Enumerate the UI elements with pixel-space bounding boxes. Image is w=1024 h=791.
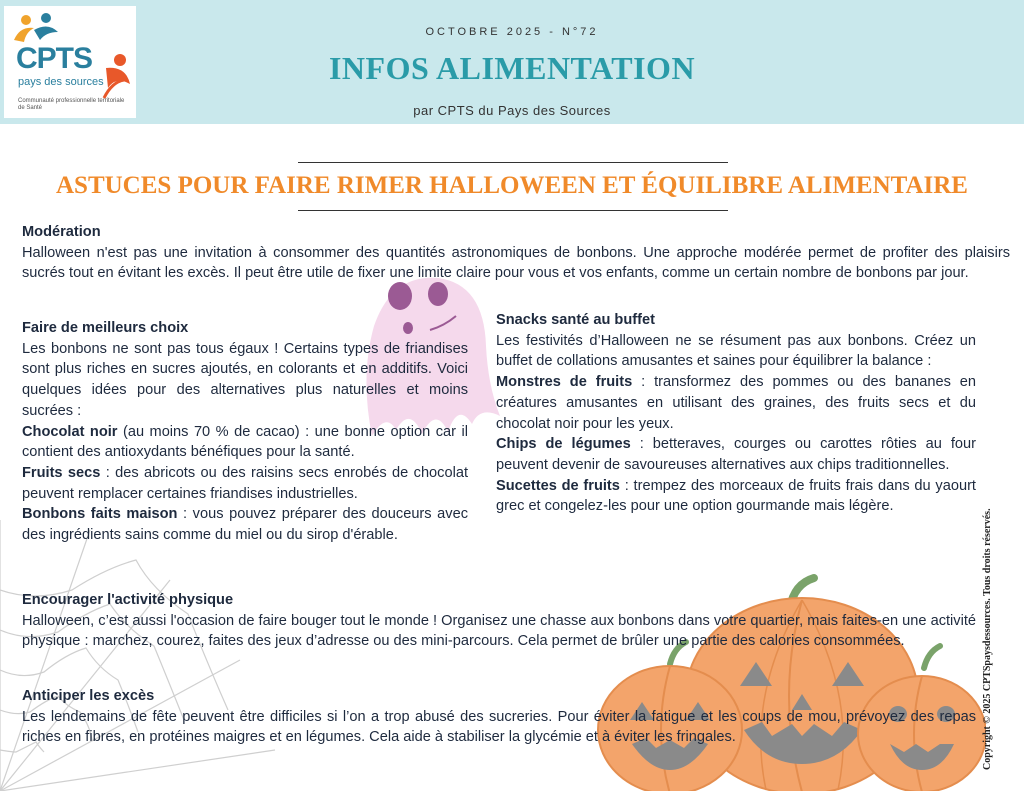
copyright-notice: Copyright © 2025 CPTSpaysdessources. Tous droits réservés. bbox=[982, 508, 993, 770]
choices-item bbox=[22, 422, 468, 463]
choices-intro: Les bonbons ne sont pas tous égaux ! Certains types de friandises sont plus riches en sucres ajoutés, en colorants et en additifs. Voici quelques idées pour des alternatives plus naturelles et moins sucrées : bbox=[22, 340, 468, 419]
excess-heading: Anticiper les excès bbox=[22, 688, 155, 704]
section-activity bbox=[22, 590, 976, 652]
choices-item-term: Bonbons faits maison bbox=[22, 506, 178, 523]
snacks-item bbox=[496, 476, 976, 517]
title-rule-top bbox=[298, 162, 728, 163]
choices-item-text: : vous pouvez préparer des douceurs avec des ingrédients sains comme du miel ou du sirop d'érable. bbox=[22, 506, 468, 544]
excess-body: Les lendemains de fête peuvent être difficiles si l’on a trop abusé des sucreries. Pour éviter la fatigue et les coups de mou, prévoyez des repas riches en fibres, en protéines maigres et en légumes. Cela aide à stabiliser la glycémie et à éviter les fringales. bbox=[22, 708, 976, 746]
logo-tagline: Communauté professionnelle territoriale de Santé bbox=[18, 98, 125, 111]
edition-label: OCTOBRE 2025 - N°72 bbox=[425, 26, 599, 38]
spider-web-icon bbox=[0, 520, 280, 791]
article-title: ASTUCES POUR FAIRE RIMER HALLOWEEN ET ÉQUILIBRE ALIMENTAIRE bbox=[56, 172, 968, 199]
byline: par CPTS du Pays des Sources bbox=[413, 103, 611, 118]
newsletter-header bbox=[0, 0, 1024, 124]
logo-area: pays des sources bbox=[18, 76, 104, 88]
moderation-body: Halloween n'est pas une invitation à consommer des quantités astronomiques de bonbons. Une approche modérée permet de profiter des plaisirs sucrés tout en évitant les excès. Il peut être utile de fixer une limite claire pour vous et vos enfants, comme un certain nombre de bonbons par jour. bbox=[22, 244, 1010, 282]
snacks-item bbox=[496, 372, 976, 434]
snacks-item-text: : trempez des morceaux de fruits frais dans du yaourt grec et congelez-les pour une option gourmande mais légère. bbox=[496, 477, 976, 515]
choices-item-term: Chocolat noir bbox=[22, 423, 118, 440]
moderation-heading: Modération bbox=[22, 224, 101, 240]
snacks-item-term: Monstres de fruits bbox=[496, 374, 633, 391]
newsletter-title: INFOS ALIMENTATION bbox=[328, 50, 696, 86]
snacks-item-term: Chips de légumes bbox=[496, 436, 631, 453]
section-choices bbox=[22, 318, 468, 546]
title-rule-bottom bbox=[298, 210, 728, 211]
snacks-item-text: : transformez des pommes ou des bananes en créatures amusantes en utilisant des graines, des fruits secs et du chocolat noir pour les yeux. bbox=[496, 374, 977, 432]
choices-item-text: : des abricots ou des raisins secs enrobés de chocolat peuvent remplacer certaines friandises industrielles. bbox=[22, 464, 468, 502]
activity-heading: Encourager l'activité physique bbox=[22, 592, 234, 608]
snacks-item-term: Sucettes de fruits bbox=[496, 477, 620, 494]
snacks-item-text: : betteraves, courges ou carottes rôties au four peuvent devenir de savoureuses alternatives aux chips traditionnelles. bbox=[496, 436, 976, 473]
section-excess bbox=[22, 686, 976, 748]
choices-item bbox=[22, 504, 468, 545]
choices-item bbox=[22, 463, 468, 504]
logo-brand: CPTS bbox=[16, 42, 93, 75]
snacks-item bbox=[496, 434, 976, 475]
choices-item-text: (au moins 70 % de cacao) : une bonne option car il contient des antioxydants bénéfiques pour la santé. bbox=[22, 423, 468, 461]
choices-heading: Faire de meilleurs choix bbox=[22, 320, 189, 336]
snacks-heading: Snacks santé au buffet bbox=[496, 312, 655, 328]
section-moderation bbox=[22, 222, 1010, 284]
activity-body: Halloween, c’est aussi l'occasion de faire bouger tout le monde ! Organisez une chasse aux bonbons dans votre quartier, mais faites-en une activité physique : marchez, courez, faites des jeux d’adresse ou des mini-parcours. Cela permet de brûler une partie des calories consommées. bbox=[22, 612, 976, 650]
snacks-intro: Les festivités d’Halloween ne se résument pas aux bonbons. Créez un buffet de collations amusantes et saines pour équilibrer la balance : bbox=[496, 332, 976, 370]
section-snacks bbox=[496, 310, 976, 517]
choices-item-term: Fruits secs bbox=[22, 464, 101, 481]
